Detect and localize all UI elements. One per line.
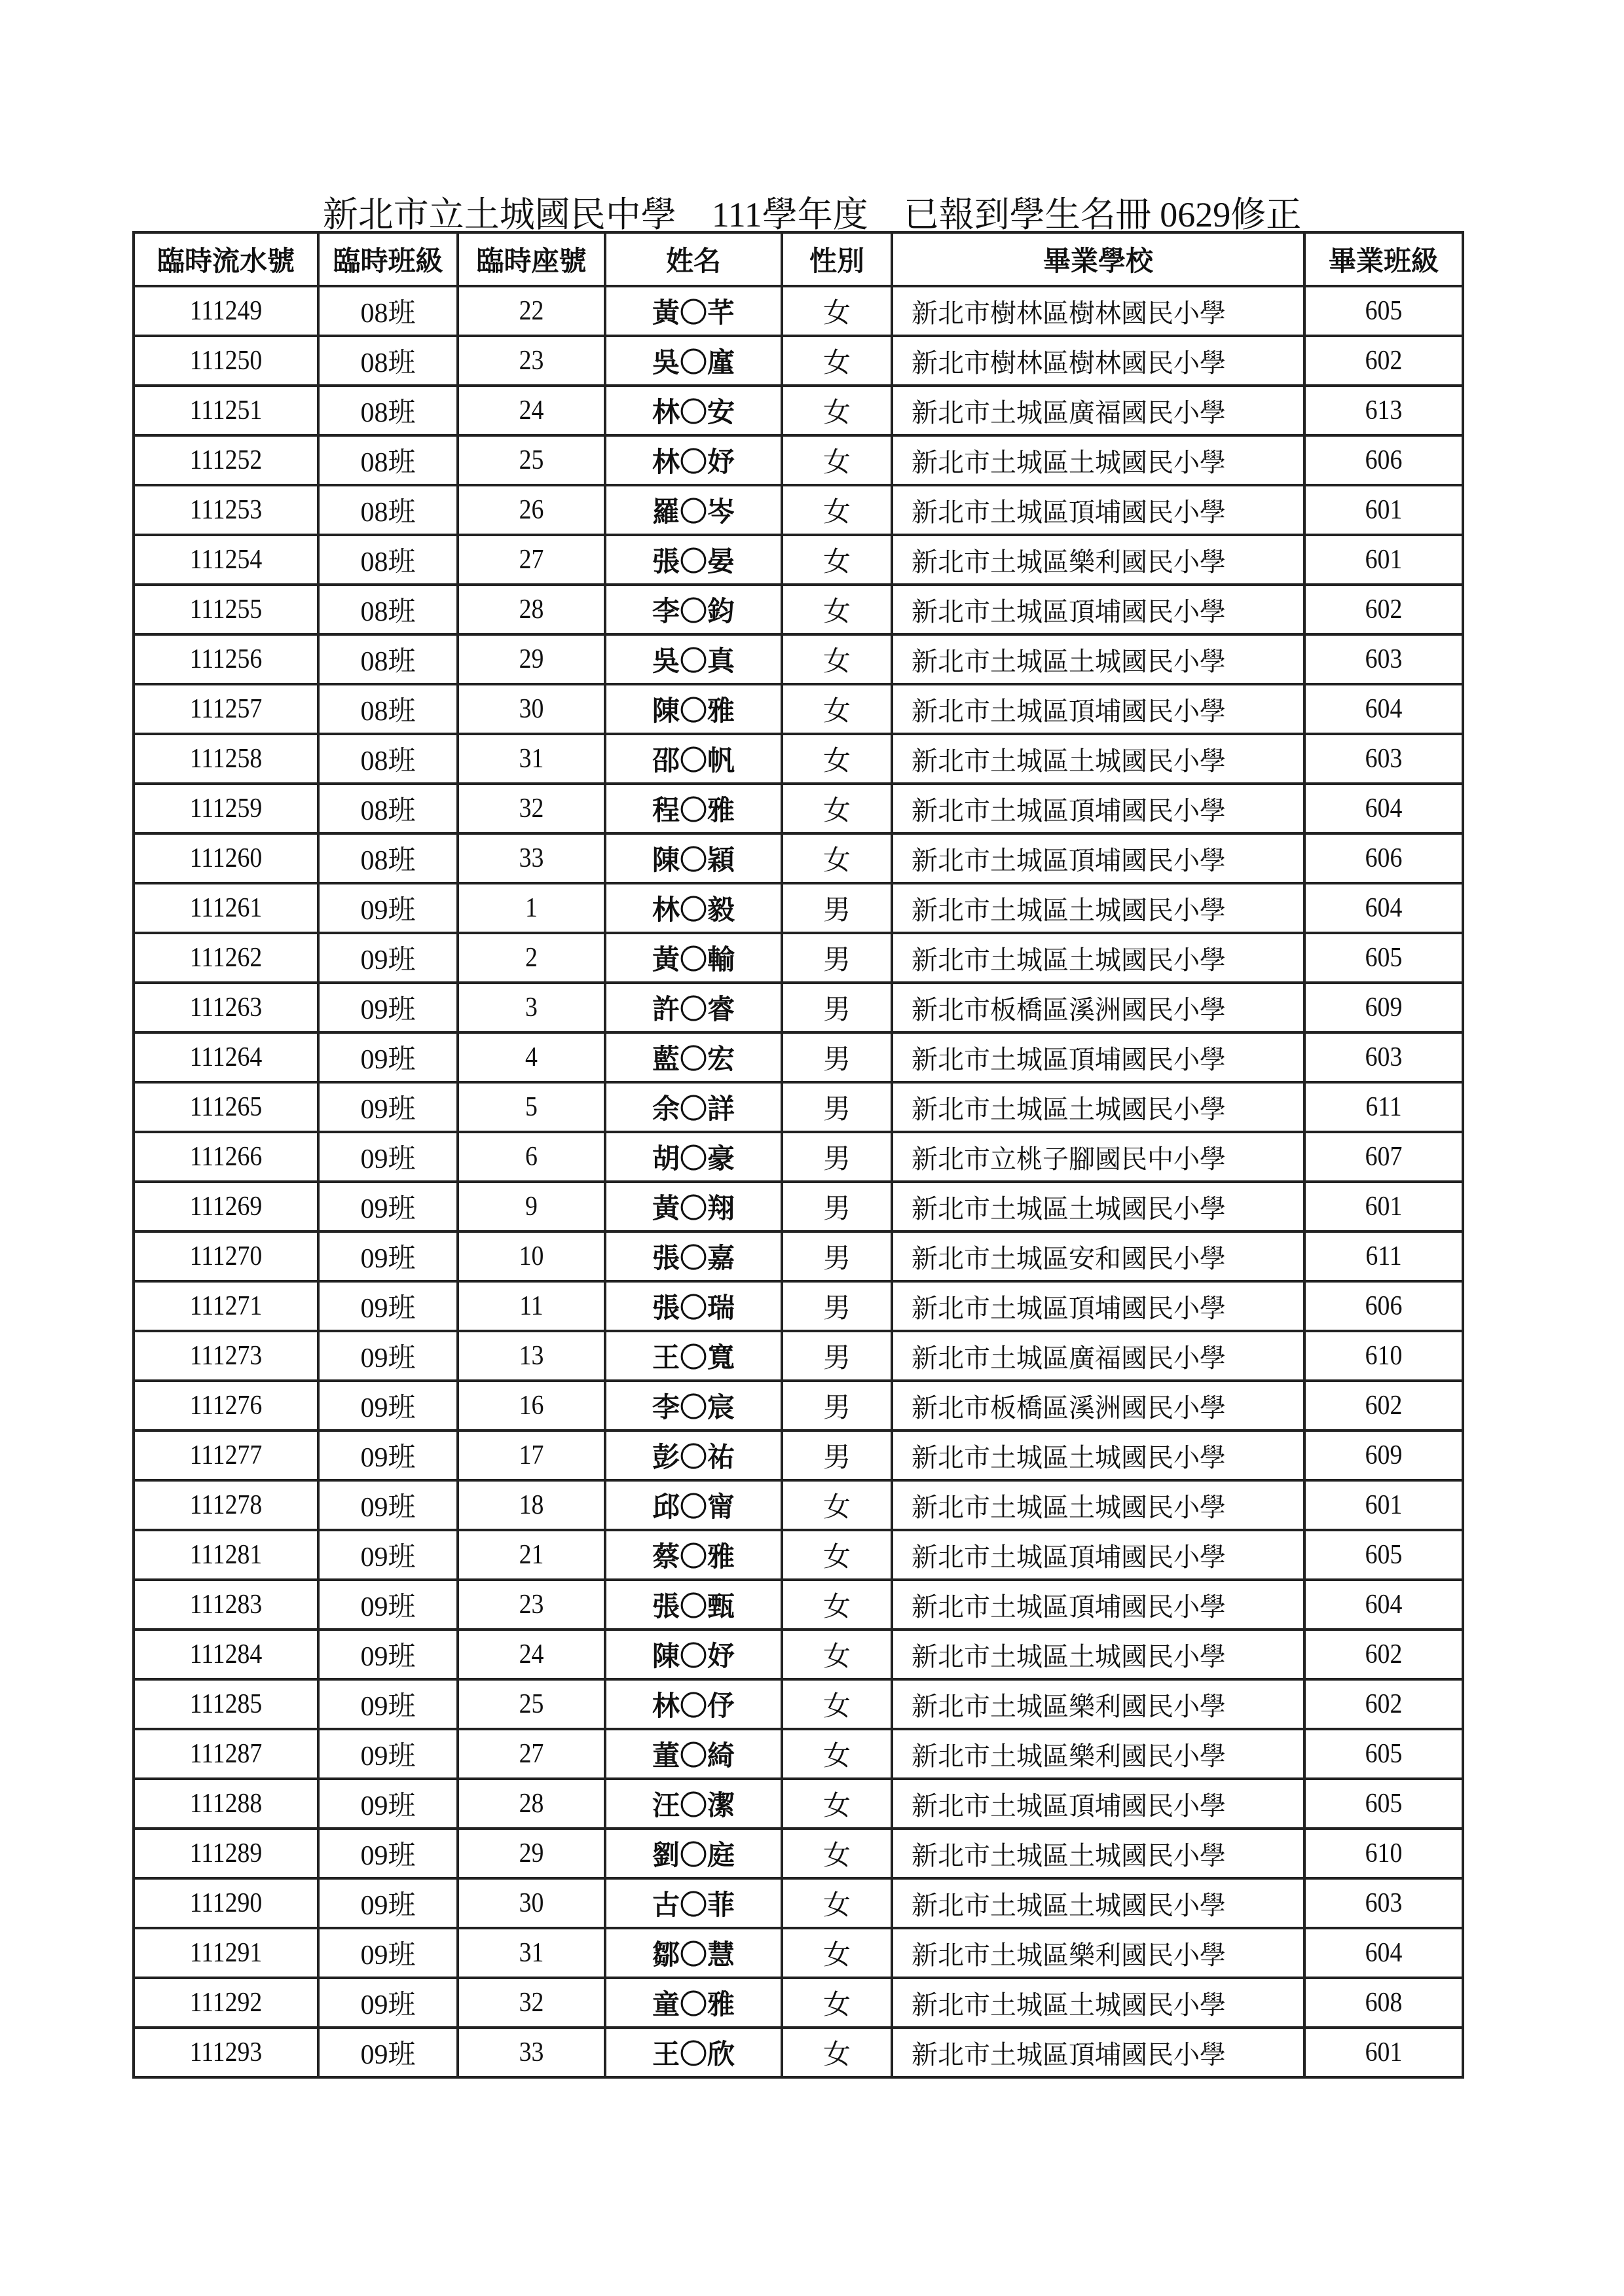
- cell-serial: 111256: [143, 634, 309, 684]
- cell-school: 新北市板橋區溪洲國民小學: [892, 983, 1304, 1032]
- cell-class: 08班: [318, 634, 458, 684]
- header-row: [134, 232, 1463, 286]
- cell-seat: 13: [465, 1331, 598, 1381]
- cell-school: 新北市土城區土城國民小學: [892, 1480, 1304, 1530]
- cell-school: 新北市土城區樂利國民小學: [892, 1679, 1304, 1729]
- cell-seat: 23: [465, 336, 598, 386]
- cell-seat: 9: [465, 1182, 598, 1231]
- cell-serial: 111255: [143, 585, 309, 634]
- cell-school: 新北市土城區土城國民小學: [892, 1829, 1304, 1878]
- cell-seat: 1: [465, 883, 598, 933]
- cell-grad-class: 611: [1312, 1082, 1455, 1132]
- cell-grad-class: 601: [1312, 485, 1455, 535]
- cell-serial: 111261: [143, 883, 309, 933]
- table-row: [134, 435, 1463, 485]
- header-grad-class: 畢業班級: [1304, 232, 1463, 286]
- cell-gender: 女: [782, 684, 892, 734]
- cell-serial: 111269: [143, 1182, 309, 1231]
- cell-class: 09班: [318, 1530, 458, 1580]
- cell-grad-class: 604: [1312, 1928, 1455, 1978]
- cell-grad-class: 604: [1312, 1580, 1455, 1630]
- cell-seat: 28: [465, 585, 598, 634]
- table-row: [134, 833, 1463, 883]
- table-row: [134, 1032, 1463, 1082]
- cell-name: 林〇妤: [605, 435, 782, 485]
- cell-serial: 111266: [143, 1132, 309, 1182]
- cell-seat: 10: [465, 1231, 598, 1281]
- cell-class: 09班: [318, 1132, 458, 1182]
- cell-seat: 30: [465, 684, 598, 734]
- cell-school: 新北市樹林區樹林國民小學: [892, 336, 1304, 386]
- cell-seat: 29: [465, 1829, 598, 1878]
- cell-school: 新北市土城區土城國民小學: [892, 883, 1304, 933]
- table-row: [134, 1381, 1463, 1430]
- cell-school: 新北市土城區土城國民小學: [892, 1630, 1304, 1679]
- cell-class: 09班: [318, 1729, 458, 1779]
- cell-grad-class: 609: [1312, 983, 1455, 1032]
- cell-grad-class: 613: [1312, 386, 1455, 435]
- table-row: [134, 1779, 1463, 1829]
- cell-gender: 女: [782, 1729, 892, 1779]
- cell-name: 張〇晏: [605, 535, 782, 585]
- table-row: [134, 684, 1463, 734]
- cell-grad-class: 603: [1312, 1878, 1455, 1928]
- cell-school: 新北市土城區土城國民小學: [892, 634, 1304, 684]
- cell-gender: 女: [782, 1630, 892, 1679]
- cell-gender: 男: [782, 1082, 892, 1132]
- cell-class: 09班: [318, 1829, 458, 1878]
- cell-serial: 111278: [143, 1480, 309, 1530]
- cell-seat: 22: [465, 286, 598, 336]
- cell-name: 劉〇庭: [605, 1829, 782, 1878]
- cell-gender: 男: [782, 1381, 892, 1430]
- cell-class: 09班: [318, 1281, 458, 1331]
- cell-school: 新北市土城區頂埔國民小學: [892, 684, 1304, 734]
- table-row: [134, 286, 1463, 336]
- cell-school: 新北市立桃子腳國民中小學: [892, 1132, 1304, 1182]
- cell-class: 09班: [318, 1082, 458, 1132]
- cell-school: 新北市土城區廣福國民小學: [892, 1331, 1304, 1381]
- cell-school: 新北市土城區土城國民小學: [892, 1878, 1304, 1928]
- cell-serial: 111254: [143, 535, 309, 585]
- cell-serial: 111263: [143, 983, 309, 1032]
- cell-serial: 111271: [143, 1281, 309, 1331]
- cell-school: 新北市板橋區溪洲國民小學: [892, 1381, 1304, 1430]
- cell-grad-class: 601: [1312, 535, 1455, 585]
- cell-grad-class: 603: [1312, 634, 1455, 684]
- cell-class: 08班: [318, 833, 458, 883]
- cell-grad-class: 609: [1312, 1430, 1455, 1480]
- cell-name: 李〇宸: [605, 1381, 782, 1430]
- table-row: [134, 1978, 1463, 2028]
- cell-name: 鄒〇慧: [605, 1928, 782, 1978]
- table-row: [134, 784, 1463, 833]
- cell-serial: 111289: [143, 1829, 309, 1878]
- cell-grad-class: 603: [1312, 1032, 1455, 1082]
- cell-school: 新北市土城區土城國民小學: [892, 1978, 1304, 2028]
- cell-name: 陳〇雅: [605, 684, 782, 734]
- table-row: [134, 883, 1463, 933]
- header-serial: 臨時流水號: [134, 232, 318, 286]
- table-row: [134, 1281, 1463, 1331]
- cell-seat: 32: [465, 784, 598, 833]
- cell-grad-class: 602: [1312, 1630, 1455, 1679]
- cell-gender: 女: [782, 435, 892, 485]
- cell-seat: 31: [465, 734, 598, 784]
- cell-seat: 4: [465, 1032, 598, 1082]
- cell-serial: 111287: [143, 1729, 309, 1779]
- cell-name: 陳〇妤: [605, 1630, 782, 1679]
- cell-school: 新北市樹林區樹林國民小學: [892, 286, 1304, 336]
- cell-name: 陳〇穎: [605, 833, 782, 883]
- cell-class: 09班: [318, 1331, 458, 1381]
- cell-class: 08班: [318, 386, 458, 435]
- document-title: 新北市立土城國民中學 111學年度 已報到學生名冊 0629修正: [322, 195, 1302, 234]
- cell-class: 09班: [318, 1580, 458, 1630]
- cell-serial: 111284: [143, 1630, 309, 1679]
- cell-serial: 111249: [143, 286, 309, 336]
- header-class: 臨時班級: [318, 232, 458, 286]
- cell-seat: 27: [465, 1729, 598, 1779]
- cell-serial: 111251: [143, 386, 309, 435]
- cell-school: 新北市土城區頂埔國民小學: [892, 1032, 1304, 1082]
- cell-class: 09班: [318, 1779, 458, 1829]
- cell-serial: 111259: [143, 784, 309, 833]
- cell-grad-class: 605: [1312, 933, 1455, 983]
- cell-gender: 女: [782, 833, 892, 883]
- cell-grad-class: 606: [1312, 833, 1455, 883]
- cell-grad-class: 602: [1312, 336, 1455, 386]
- cell-school: 新北市土城區頂埔國民小學: [892, 1281, 1304, 1331]
- table-row: [134, 1082, 1463, 1132]
- cell-gender: 男: [782, 1032, 892, 1082]
- cell-name: 吳〇真: [605, 634, 782, 684]
- table-row: [134, 585, 1463, 634]
- cell-gender: 女: [782, 286, 892, 336]
- cell-gender: 男: [782, 883, 892, 933]
- cell-serial: 111270: [143, 1231, 309, 1281]
- cell-serial: 111293: [143, 2028, 309, 2077]
- cell-class: 09班: [318, 1182, 458, 1231]
- cell-name: 林〇毅: [605, 883, 782, 933]
- table-row: [134, 1430, 1463, 1480]
- cell-seat: 24: [465, 1630, 598, 1679]
- cell-school: 新北市土城區安和國民小學: [892, 1231, 1304, 1281]
- cell-gender: 女: [782, 1480, 892, 1530]
- cell-class: 09班: [318, 1430, 458, 1480]
- cell-class: 09班: [318, 1630, 458, 1679]
- cell-name: 張〇甄: [605, 1580, 782, 1630]
- table-row: [134, 1132, 1463, 1182]
- cell-class: 08班: [318, 784, 458, 833]
- cell-serial: 111285: [143, 1679, 309, 1729]
- cell-seat: 6: [465, 1132, 598, 1182]
- table-row: [134, 336, 1463, 386]
- table-row: [134, 1530, 1463, 1580]
- cell-gender: 男: [782, 1132, 892, 1182]
- cell-school: 新北市土城區頂埔國民小學: [892, 485, 1304, 535]
- header-gender: 性別: [782, 232, 892, 286]
- cell-school: 新北市土城區頂埔國民小學: [892, 1530, 1304, 1580]
- cell-name: 王〇寬: [605, 1331, 782, 1381]
- cell-class: 08班: [318, 336, 458, 386]
- cell-name: 胡〇豪: [605, 1132, 782, 1182]
- cell-serial: 111253: [143, 485, 309, 535]
- table-row: [134, 1231, 1463, 1281]
- cell-name: 彭〇祐: [605, 1430, 782, 1480]
- cell-seat: 25: [465, 435, 598, 485]
- cell-grad-class: 602: [1312, 1679, 1455, 1729]
- cell-gender: 女: [782, 336, 892, 386]
- cell-school: 新北市土城區土城國民小學: [892, 1430, 1304, 1480]
- cell-seat: 28: [465, 1779, 598, 1829]
- cell-seat: 5: [465, 1082, 598, 1132]
- header-school: 畢業學校: [892, 232, 1304, 286]
- table-row: [134, 933, 1463, 983]
- cell-seat: 16: [465, 1381, 598, 1430]
- cell-name: 邵〇帆: [605, 734, 782, 784]
- cell-serial: 111281: [143, 1530, 309, 1580]
- cell-class: 08班: [318, 734, 458, 784]
- cell-grad-class: 606: [1312, 1281, 1455, 1331]
- cell-school: 新北市土城區頂埔國民小學: [892, 1580, 1304, 1630]
- cell-serial: 111260: [143, 833, 309, 883]
- cell-gender: 女: [782, 485, 892, 535]
- cell-school: 新北市土城區頂埔國民小學: [892, 833, 1304, 883]
- cell-name: 許〇睿: [605, 983, 782, 1032]
- cell-seat: 32: [465, 1978, 598, 2028]
- table-row: [134, 1331, 1463, 1381]
- cell-school: 新北市土城區樂利國民小學: [892, 535, 1304, 585]
- cell-gender: 女: [782, 1878, 892, 1928]
- cell-serial: 111277: [143, 1430, 309, 1480]
- cell-school: 新北市土城區樂利國民小學: [892, 1729, 1304, 1779]
- cell-grad-class: 605: [1312, 286, 1455, 336]
- cell-grad-class: 602: [1312, 1381, 1455, 1430]
- cell-gender: 女: [782, 784, 892, 833]
- cell-school: 新北市土城區土城國民小學: [892, 1182, 1304, 1231]
- table-row: [134, 734, 1463, 784]
- cell-seat: 33: [465, 833, 598, 883]
- cell-seat: 21: [465, 1530, 598, 1580]
- cell-grad-class: 610: [1312, 1331, 1455, 1381]
- cell-seat: 17: [465, 1430, 598, 1480]
- cell-seat: 11: [465, 1281, 598, 1331]
- cell-gender: 女: [782, 1679, 892, 1729]
- cell-serial: 111250: [143, 336, 309, 386]
- cell-gender: 女: [782, 386, 892, 435]
- header-name: 姓名: [605, 232, 782, 286]
- cell-grad-class: 610: [1312, 1829, 1455, 1878]
- cell-name: 童〇雅: [605, 1978, 782, 2028]
- cell-gender: 女: [782, 1829, 892, 1878]
- cell-name: 汪〇潔: [605, 1779, 782, 1829]
- cell-grad-class: 608: [1312, 1978, 1455, 2028]
- cell-serial: 111252: [143, 435, 309, 485]
- cell-seat: 24: [465, 386, 598, 435]
- cell-name: 蔡〇雅: [605, 1530, 782, 1580]
- cell-school: 新北市土城區廣福國民小學: [892, 386, 1304, 435]
- cell-name: 黃〇輸: [605, 933, 782, 983]
- cell-serial: 111262: [143, 933, 309, 983]
- cell-gender: 女: [782, 1978, 892, 2028]
- cell-school: 新北市土城區土城國民小學: [892, 734, 1304, 784]
- cell-serial: 111257: [143, 684, 309, 734]
- table-row: [134, 1182, 1463, 1231]
- cell-name: 林〇安: [605, 386, 782, 435]
- cell-class: 09班: [318, 1878, 458, 1928]
- cell-name: 王〇欣: [605, 2028, 782, 2077]
- table-row: [134, 983, 1463, 1032]
- cell-name: 余〇詳: [605, 1082, 782, 1132]
- cell-name: 董〇綺: [605, 1729, 782, 1779]
- cell-class: 09班: [318, 933, 458, 983]
- cell-class: 09班: [318, 2028, 458, 2077]
- cell-name: 古〇菲: [605, 1878, 782, 1928]
- table-row: [134, 1580, 1463, 1630]
- cell-school: 新北市土城區土城國民小學: [892, 435, 1304, 485]
- table-row: [134, 1829, 1463, 1878]
- cell-gender: 女: [782, 734, 892, 784]
- cell-class: 09班: [318, 1032, 458, 1082]
- cell-class: 08班: [318, 535, 458, 585]
- cell-seat: 23: [465, 1580, 598, 1630]
- cell-seat: 25: [465, 1679, 598, 1729]
- cell-gender: 女: [782, 1928, 892, 1978]
- cell-serial: 111291: [143, 1928, 309, 1978]
- cell-seat: 29: [465, 634, 598, 684]
- cell-seat: 2: [465, 933, 598, 983]
- cell-seat: 26: [465, 485, 598, 535]
- cell-class: 09班: [318, 1679, 458, 1729]
- cell-school: 新北市土城區頂埔國民小學: [892, 585, 1304, 634]
- cell-grad-class: 601: [1312, 1480, 1455, 1530]
- cell-name: 吳〇廑: [605, 336, 782, 386]
- cell-gender: 男: [782, 1281, 892, 1331]
- table-row: [134, 1630, 1463, 1679]
- student-roster-table: [132, 231, 1464, 2079]
- cell-class: 09班: [318, 1381, 458, 1430]
- cell-serial: 111292: [143, 1978, 309, 2028]
- cell-grad-class: 603: [1312, 734, 1455, 784]
- cell-name: 藍〇宏: [605, 1032, 782, 1082]
- cell-class: 08班: [318, 485, 458, 535]
- table-row: [134, 1928, 1463, 1978]
- table-row: [134, 634, 1463, 684]
- cell-school: 新北市土城區頂埔國民小學: [892, 784, 1304, 833]
- cell-class: 08班: [318, 585, 458, 634]
- cell-name: 黃〇芊: [605, 286, 782, 336]
- cell-gender: 女: [782, 1580, 892, 1630]
- cell-gender: 男: [782, 1430, 892, 1480]
- cell-serial: 111288: [143, 1779, 309, 1829]
- cell-grad-class: 611: [1312, 1231, 1455, 1281]
- cell-serial: 111265: [143, 1082, 309, 1132]
- cell-serial: 111273: [143, 1331, 309, 1381]
- table-row: [134, 485, 1463, 535]
- table-row: [134, 1729, 1463, 1779]
- table-row: [134, 1480, 1463, 1530]
- cell-grad-class: 607: [1312, 1132, 1455, 1182]
- cell-school: 新北市土城區土城國民小學: [892, 933, 1304, 983]
- cell-grad-class: 601: [1312, 1182, 1455, 1231]
- cell-grad-class: 604: [1312, 883, 1455, 933]
- cell-class: 09班: [318, 1928, 458, 1978]
- table-row: [134, 535, 1463, 585]
- cell-name: 張〇瑞: [605, 1281, 782, 1331]
- cell-grad-class: 605: [1312, 1729, 1455, 1779]
- cell-class: 09班: [318, 1480, 458, 1530]
- cell-gender: 男: [782, 983, 892, 1032]
- cell-seat: 3: [465, 983, 598, 1032]
- table-row: [134, 1679, 1463, 1729]
- cell-grad-class: 605: [1312, 1779, 1455, 1829]
- cell-serial: 111258: [143, 734, 309, 784]
- cell-grad-class: 604: [1312, 784, 1455, 833]
- cell-seat: 33: [465, 2028, 598, 2077]
- cell-serial: 111264: [143, 1032, 309, 1082]
- cell-school: 新北市土城區頂埔國民小學: [892, 2028, 1304, 2077]
- cell-serial: 111283: [143, 1580, 309, 1630]
- cell-grad-class: 601: [1312, 2028, 1455, 2077]
- cell-name: 林〇伃: [605, 1679, 782, 1729]
- table-row: [134, 1878, 1463, 1928]
- cell-name: 程〇雅: [605, 784, 782, 833]
- cell-gender: 男: [782, 933, 892, 983]
- cell-grad-class: 604: [1312, 684, 1455, 734]
- cell-gender: 女: [782, 535, 892, 585]
- cell-gender: 女: [782, 634, 892, 684]
- cell-grad-class: 606: [1312, 435, 1455, 485]
- cell-seat: 18: [465, 1480, 598, 1530]
- cell-gender: 女: [782, 1779, 892, 1829]
- cell-name: 黃〇翔: [605, 1182, 782, 1231]
- cell-seat: 27: [465, 535, 598, 585]
- cell-seat: 31: [465, 1928, 598, 1978]
- table-row: [134, 386, 1463, 435]
- cell-serial: 111276: [143, 1381, 309, 1430]
- cell-name: 張〇嘉: [605, 1231, 782, 1281]
- cell-gender: 女: [782, 1530, 892, 1580]
- cell-seat: 30: [465, 1878, 598, 1928]
- cell-gender: 女: [782, 585, 892, 634]
- cell-grad-class: 605: [1312, 1530, 1455, 1580]
- cell-gender: 男: [782, 1231, 892, 1281]
- cell-serial: 111290: [143, 1878, 309, 1928]
- cell-school: 新北市土城區樂利國民小學: [892, 1928, 1304, 1978]
- cell-gender: 男: [782, 1331, 892, 1381]
- cell-name: 李〇鈞: [605, 585, 782, 634]
- cell-class: 09班: [318, 983, 458, 1032]
- table-row: [134, 2028, 1463, 2077]
- cell-class: 08班: [318, 286, 458, 336]
- cell-gender: 女: [782, 2028, 892, 2077]
- cell-school: 新北市土城區頂埔國民小學: [892, 1779, 1304, 1829]
- cell-class: 09班: [318, 1978, 458, 2028]
- cell-class: 09班: [318, 883, 458, 933]
- cell-class: 08班: [318, 435, 458, 485]
- cell-class: 09班: [318, 1231, 458, 1281]
- cell-class: 08班: [318, 684, 458, 734]
- header-seat: 臨時座號: [458, 232, 605, 286]
- cell-grad-class: 602: [1312, 585, 1455, 634]
- cell-gender: 男: [782, 1182, 892, 1231]
- cell-school: 新北市土城區土城國民小學: [892, 1082, 1304, 1132]
- cell-name: 邱〇甯: [605, 1480, 782, 1530]
- cell-name: 羅〇岑: [605, 485, 782, 535]
